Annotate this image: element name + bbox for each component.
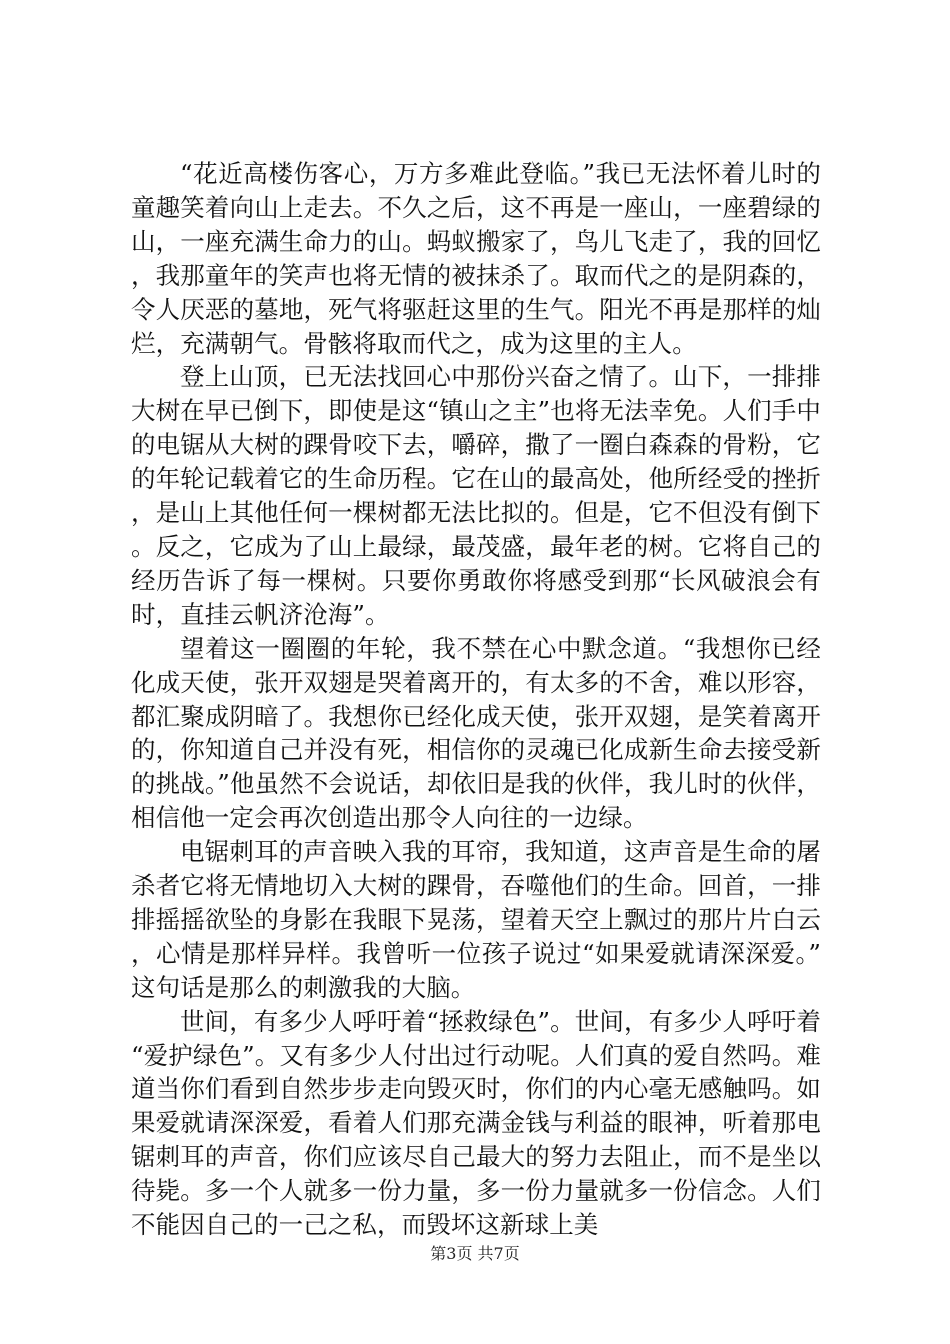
essay-body <box>131 157 821 1242</box>
paragraph-1: “花近高楼伤客心，万方多难此登临。”我已无法怀着儿时的童趣笑着向山上走去。不久之后，这不再是一座山，一座碧绿的山，一座充满生命力的山。蚂蚁搬家了，鸟儿飞走了，我的回忆，我那童年的笑声也将无情的被抹杀了。取而代之的是阴森的，令人厌恶的墓地，死气将驱赶这里的生气。阳光不再是那样的灿烂，充满朝气。骨骸将取而代之，成为这里的主人。 <box>131 159 821 358</box>
paragraph-4: 电锯刺耳的声音映入我的耳帘，我知道，这声音是生命的屠杀者它将无情地切入大树的踝骨，吞噬他们的生命。回首，一排排摇摇欲坠的身影在我眼下晃荡，望着天空上飘过的那片片白云，心情是那样异样。我曾听一位孩子说过“如果爱就请深深爱。”这句话是那么的刺激我的大脑。 <box>131 837 821 1002</box>
paragraph-5: 世间，有多少人呼吁着“拯救绿色”。世间，有多少人呼吁着“爱护绿色”。又有多少人付出过行动呢。人们真的爱自然吗。难道当你们看到自然步步走向毁灭时，你们的内心毫无感触吗。如果爱就请深深爱，看着人们那充满金钱与利益的眼神，听着那电锯刺耳的声音，你们应该尽自己最大的努力去阻止，而不是坐以待毙。多一个人就多一份力量，多一份力量就多一份信念。人们不能因自己的一己之私，而毁坏这新球上美 <box>131 1006 821 1240</box>
paragraph-2: 登上山顶，已无法找回心中那份兴奋之情了。山下，一排排大树在早已倒下，即使是这“镇山之主”也将无法幸免。人们手中的电锯从大树的踝骨咬下去，嚼碎，撒了一圈白森森的骨粉，它的年轮记载着它的生命历程。它在山的最高处，他所经受的挫折，是山上其他任何一棵树都无法比拟的。但是，它不但没有倒下。反之，它成为了山上最绿，最茂盛，最年老的树。它将自己的经历告诉了每一棵树。只要你勇敢你将感受到那“长风破浪会有时，直挂云帆济沧海”。 <box>131 362 821 629</box>
page-number-label: 第3页 共7页 <box>430 1244 520 1263</box>
paragraph-3: 望着这一圈圈的年轮，我不禁在心中默念道。“我想你已经化成天使，张开双翅是哭着离开的，有太多的不舍，难以形容，都汇聚成阴暗了。我想你已经化成天使，张开双翅，是笑着离开的，你知道自己并没有死，相信你的灵魂已化成新生命去接受新的挑战。”他虽然不会说话，却依旧是我的伙伴，我儿时的伙伴，相信他一定会再次创造出那令人向往的一边绿。 <box>131 633 821 833</box>
page-footer <box>0 1241 950 1264</box>
